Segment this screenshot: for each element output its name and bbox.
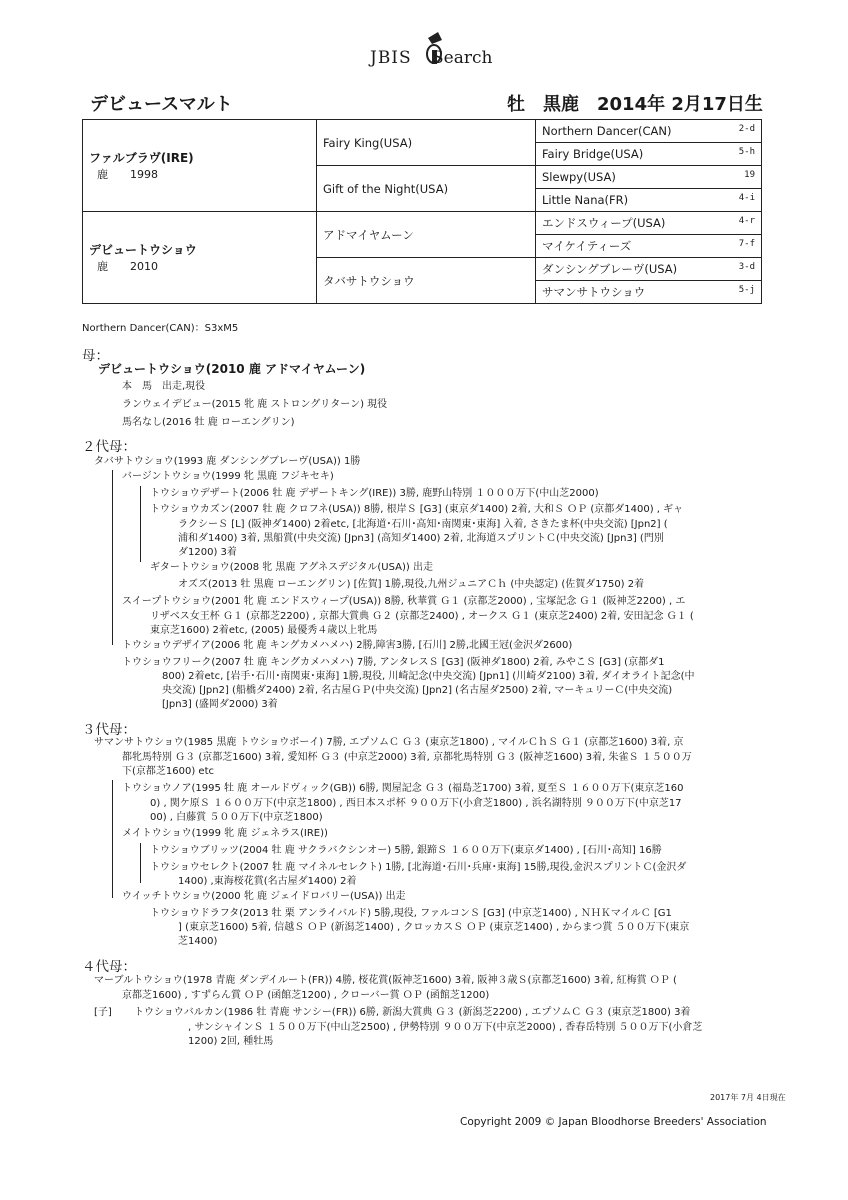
pedigree-gen3-item — [536, 212, 762, 235]
sire-detail: 鹿 1998 — [97, 168, 158, 181]
dam-line: デビュートウショウ(2010 鹿 アドマイヤムーン) — [98, 362, 366, 376]
offspring-line: トウショウドラフタ(2013 牡 栗 アンライバルド) 5勝,現役, ファルコンＳ [G3] (中京芝1400) , ＮＨＫマイルＣ [G1 — [150, 908, 672, 919]
pedigree-gen3-item — [536, 189, 762, 212]
pedigree-gen2-item: タバサトウショウ — [317, 258, 536, 304]
offspring-line-cont: 1200) 2回, 種牡馬 — [188, 1036, 274, 1047]
lineage-bar — [112, 470, 113, 645]
offspring-line-cont: 800) 2着etc, [岩手･石川･南関東･東海] 1勝,現役, 川崎記念(中央交流) [Jpn1] (川崎ダ2100) 3着, ダイオライト記念(中 — [162, 671, 695, 682]
offspring-line-cont: 00) , 白藤賞 ５００万下(中京芝1800) — [150, 812, 323, 823]
pedigree-table — [82, 119, 762, 304]
pedigree-gen3-item — [536, 166, 762, 189]
sire-name: ファルブラヴ(IRE) — [89, 151, 194, 165]
horse-name: デビュースマルト — [90, 94, 233, 115]
offspring-line: 馬名なし(2016 牡 鹿 ローエングリン) — [122, 417, 295, 428]
offspring-line: トウショウノア(1995 牡 鹿 オールドヴィック(GB)) 6勝, 関屋記念 Ｇ３ (福島芝1700) 3着, 夏至Ｓ １６００万下(東京芝160 — [122, 783, 684, 794]
offspring-line: トウショウフリーク(2007 牡 鹿 キングカメハメハ) 7勝, アンタレスＳ [G3] (阪神ダ1800) 2着, みやこＳ [G3] (京都ダ1 — [122, 657, 665, 668]
gen3-name: Slewpy(USA) — [542, 170, 616, 184]
inbreeding-note: Northern Dancer(CAN)：S3xM5 — [82, 323, 239, 334]
lineage-bar — [112, 780, 113, 898]
pedigree-dam — [83, 212, 317, 304]
section-heading-3rd-dam: ３代母： — [82, 722, 136, 738]
section-heading-2nd-dam: ２代母： — [82, 439, 136, 455]
gen3-family: 19 — [744, 170, 755, 180]
offspring-line-cont: 0) , 関ケ原Ｓ １６００万下(中京芝1800) , 西日本スポ杯 ９００万下(小倉芝1800) , 浜名湖特別 ９００万下(中京芝17 — [150, 798, 682, 809]
horse-info: 牡 黒鹿 2014年 2月17日生 — [507, 94, 763, 115]
offspring-line-cont: ] (東京芝1600) 5着, 信越Ｓ ＯＰ (新潟芝1400) , クロッカスＳ ＯＰ (東京芝1400) , からまつ賞 ５００万下(東京 — [178, 922, 690, 933]
logo-text-jbis: JBIS — [370, 48, 412, 68]
pedigree-gen3-item — [536, 120, 762, 143]
pedigree-gen2-item: アドマイヤムーン — [317, 212, 536, 258]
offspring-line-cont: 芝1400) — [178, 936, 218, 947]
pedigree-gen2-item: Fairy King(USA) — [317, 120, 536, 166]
offspring-line: トウショウデザート(2006 牡 鹿 デザートキング(IRE)) 3勝, 鹿野山特別 １０００万下(中山芝2000) — [150, 488, 599, 499]
offspring-line-cont: 浦和ダ1400) 3着, 黒船賞(中央交流) [Jpn3] (高知ダ1400) 2着, 北海道スプリントＣ(中央交流) [Jpn3] (門別 — [178, 533, 664, 544]
gen3-family: 4-r — [738, 216, 755, 226]
offspring-line: トウショウデザイア(2006 牝 鹿 キングカメハメハ) 2勝,障害3勝, [石川] 2勝,北國王冠(金沢ダ2600) — [122, 640, 573, 651]
jbis-search-logo — [370, 30, 500, 75]
section-heading-dam: 母： — [82, 348, 109, 364]
copyright: Copyright 2009 © Japan Bloodhorse Breeders' Association — [460, 1116, 767, 1128]
offspring-line-cont: ダ1200) 3着 — [178, 547, 237, 558]
third-dam-line-cont: 都牝馬特別 Ｇ３ (京都芝1600) 3着, 愛知杯 Ｇ３ (中京芝2000) 3着, 京都牝馬特別 Ｇ３ (阪神芝1600) 3着, 朱雀Ｓ １５００万 — [122, 752, 692, 763]
dam-detail: 鹿 2010 — [97, 260, 158, 273]
gen3-family: 5-h — [738, 147, 755, 157]
offspring-line: 本 馬 出走,現役 — [122, 381, 206, 392]
gen3-name: マイケイティーズ — [542, 239, 632, 253]
offspring-line-cont: リザベス女王杯 Ｇ１ (京都芝2200) , 京都大賞典 Ｇ２ (京都芝2400) , オークス Ｇ１ (東京芝2400) 2着, 安田記念 Ｇ１ ( — [150, 611, 694, 622]
offspring-line-cont: , サンシャインＳ １５００万下(中山芝2500) , 伊勢特別 ９００万下(中京芝2000) , 香春岳特別 ５００万下(小倉芝 — [188, 1022, 703, 1033]
offspring-line: ギタートウショウ(2008 牝 黒鹿 アグネスデジタル(USA)) 出走 — [150, 562, 433, 573]
offspring-line: トウショウバルカン(1986 牡 青鹿 サンシー(FR)) 6勝, 新潟大賞典 Ｇ３ (新潟芝2200) , エプソムＣ Ｇ３ (東京芝1800) 3着 — [134, 1007, 691, 1018]
offspring-line: オズズ(2013 牡 黒鹿 ローエングリン) [佐賀] 1勝,現役,九州ジュニアＣｈ (中央認定) (佐賀ダ1750) 2着 — [178, 579, 645, 590]
offspring-line-cont: 央交流) [Jpn2] (船橋ダ2400) 2着, 名古屋ＧＰ(中央交流) [Jpn2] (名古屋ダ2500) 2着, マーキュリーＣ(中央交流) — [162, 685, 673, 696]
offspring-line: トウショウカズン(2007 牡 鹿 クロフネ(USA)) 8勝, 根岸Ｓ [G3] (東京ダ1400) 2着, 大和Ｓ ＯＰ (京都ダ1400) , ギャ — [150, 504, 684, 515]
gen3-name: サマンサトウショウ — [542, 285, 646, 299]
lineage-bar — [140, 843, 141, 883]
pedigree-gen2-item: Gift of the Night(USA) — [317, 166, 536, 212]
dam-name: デビュートウショウ — [89, 243, 197, 257]
pedigree-gen3-item — [536, 235, 762, 258]
gen3-family: 2-d — [738, 124, 755, 134]
gen3-family: 3-d — [738, 262, 755, 272]
fourth-dam-line: マーブルトウショウ(1978 青鹿 ダンデイルート(FR)) 4勝, 桜花賞(阪神芝1600) 3着, 阪神３歳Ｓ(京都芝1600) 3着, 紅梅賞 ＯＰ ( — [94, 975, 677, 986]
as-of-date: 2017年 7月 4日現在 — [710, 1093, 786, 1102]
gen3-name: エンドスウィープ(USA) — [542, 216, 666, 230]
pedigree-gen3-item — [536, 143, 762, 166]
section-heading-4th-dam: ４代母： — [82, 959, 136, 975]
third-dam-line: サマンサトウショウ(1985 黒鹿 トウショウボーイ) 7勝, エプソムＣ Ｇ３ (東京芝1800) , マイルＣｈＳ Ｇ１ (京都芝1600) 3着, 京 — [94, 737, 684, 748]
offspring-line-cont: 東京芝1600) 2着etc, (2005) 最優秀４歳以上牝馬 — [150, 625, 378, 636]
offspring-line: ウイッチトウショウ(2000 牝 鹿 ジェイドロバリー(USA)) 出走 — [122, 891, 406, 902]
lineage-bar — [140, 486, 141, 562]
offspring-line: メイトウショウ(1999 牝 鹿 ジェネラス(IRE)) — [122, 828, 328, 839]
pedigree-gen3-item — [536, 281, 762, 304]
gen3-name: Fairy Bridge(USA) — [542, 147, 644, 161]
offspring-line: トウショウブリッツ(2004 牡 鹿 サクラバクシンオー) 5勝, 銀蹄Ｓ １６００万下(東京ダ1400) , [石川･高知] 16勝 — [150, 845, 662, 856]
gen3-name: Little Nana(FR) — [542, 193, 629, 207]
offspring-line: ランウェイデビュー(2015 牝 鹿 ストロングリターン) 現役 — [122, 399, 388, 410]
third-dam-line-cont: 下(京都芝1600) etc — [122, 766, 215, 777]
offspring-line-cont: [Jpn3] (盛岡ダ2000) 3着 — [162, 699, 278, 710]
gen3-family: 4-i — [738, 193, 755, 203]
offspring-line: バージントウショウ(1999 牝 黒鹿 フジキセキ) — [122, 471, 334, 482]
gen3-family: 7-f — [738, 239, 755, 249]
second-dam-line: タバサトウショウ(1993 鹿 ダンシングブレーヴ(USA)) 1勝 — [94, 456, 361, 467]
gen3-name: ダンシングブレーヴ(USA) — [542, 262, 678, 276]
offspring-line: スイープトウショウ(2001 牝 鹿 エンドスウィープ(USA)) 8勝, 秋華賞 Ｇ１ (京都芝2000) , 宝塚記念 Ｇ１ (阪神芝2200) , エ — [122, 596, 686, 607]
offspring-tag: [子] — [94, 1007, 112, 1018]
gen3-family: 5-j — [738, 285, 755, 295]
pedigree-gen3-item — [536, 258, 762, 281]
pedigree-sire — [83, 120, 317, 212]
gen3-name: Northern Dancer(CAN) — [542, 124, 672, 138]
offspring-line-cont: ラクシーＳ [L] (阪神ダ1400) 2着etc, [北海道･石川･高知･南関東･東海] 入着, さきたま杯(中央交流) [Jpn2] ( — [178, 519, 668, 530]
fourth-dam-line-cont: 京都芝1600) , すずらん賞 ＯＰ (函館芝1200) , クローバー賞 ＯＰ (函館芝1200) — [122, 990, 490, 1001]
offspring-line: トウショウセレクト(2007 牡 鹿 マイネルセレクト) 1勝, [北海道･石川･兵庫･東海] 15勝,現役,金沢スプリントＣ(金沢ダ — [150, 862, 687, 873]
offspring-line-cont: 1400) ,東海桜花賞(名古屋ダ1400) 2着 — [178, 876, 357, 887]
logo-text-search: Search — [432, 48, 493, 68]
